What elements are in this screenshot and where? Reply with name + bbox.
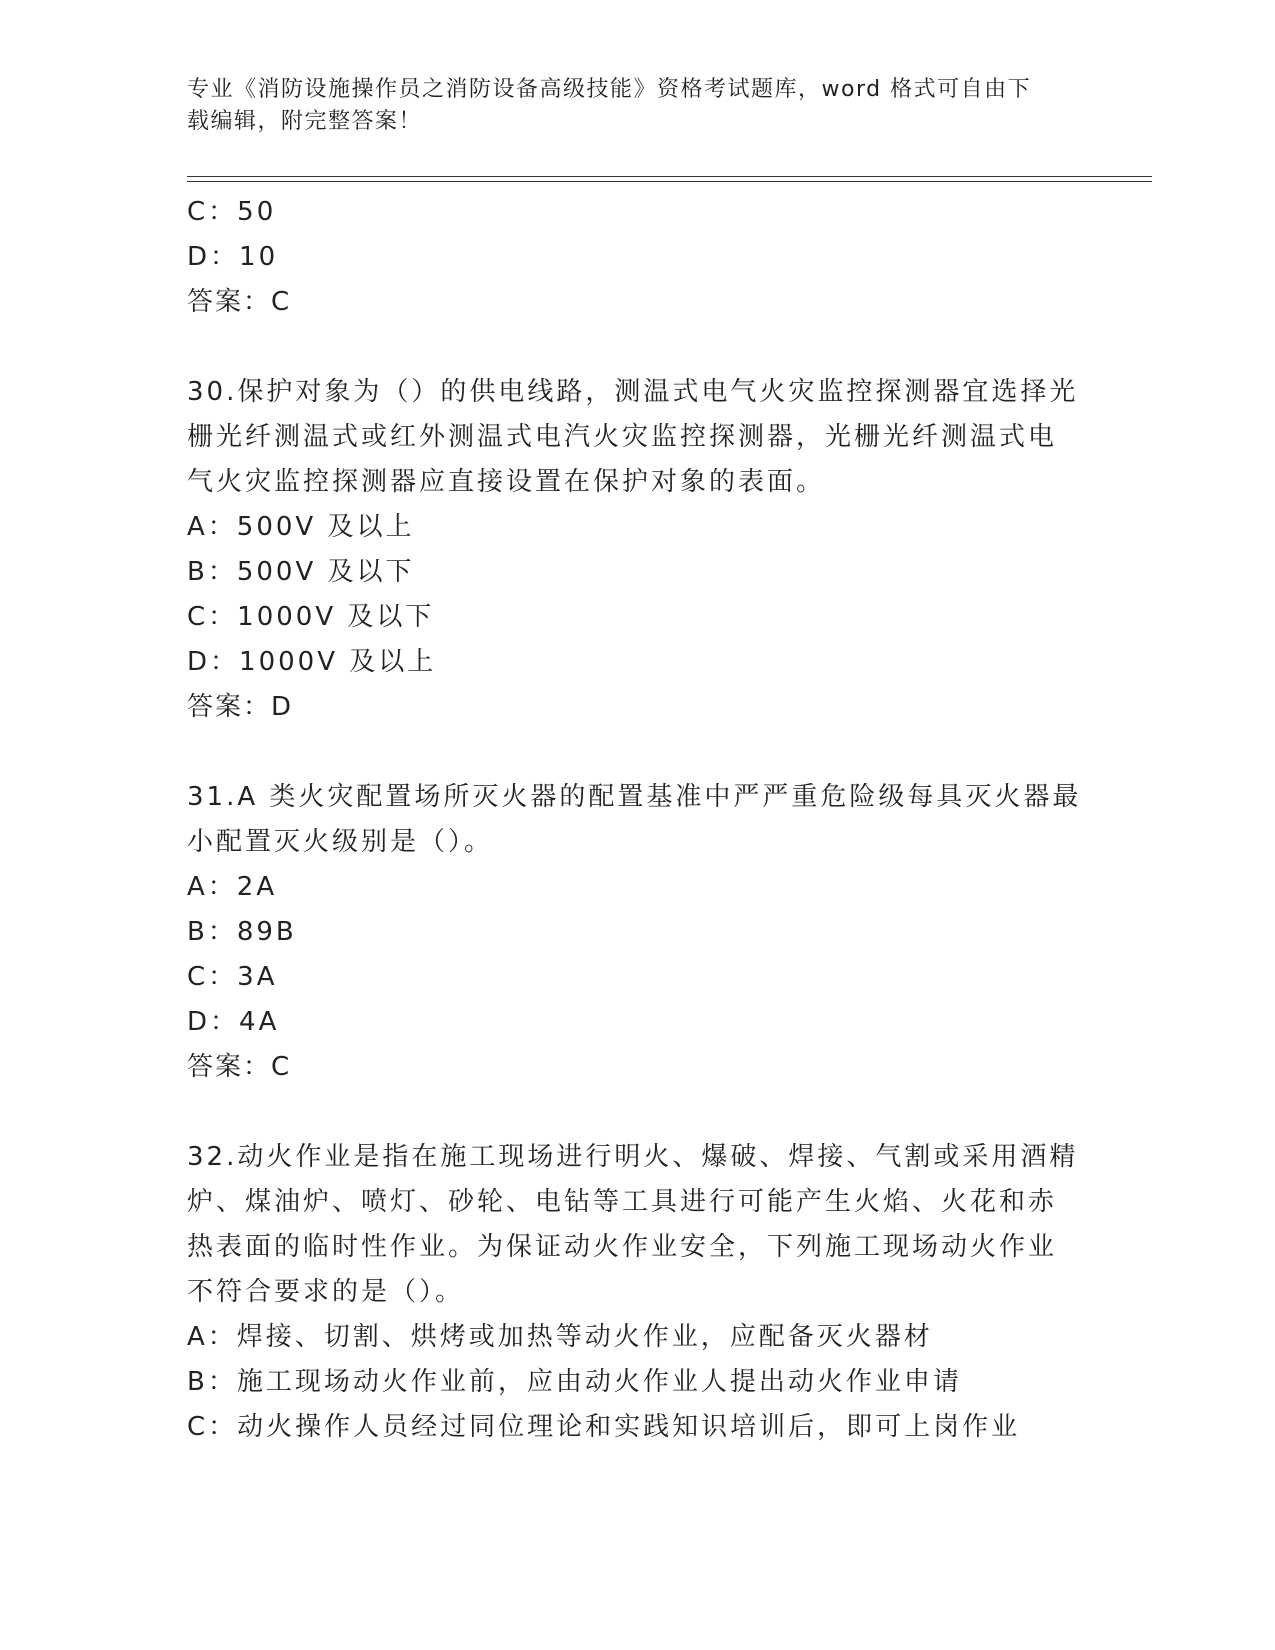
option-line: A：500V 及以上 xyxy=(187,512,415,542)
question-text: 炉、煤油炉、喷灯、砂轮、电钻等工具进行可能产生火焰、火花和赤 xyxy=(187,1187,1058,1217)
question-32 xyxy=(187,1135,1087,1450)
answer-line: 答案：C xyxy=(187,1052,292,1082)
answer-line: 答案：C xyxy=(187,287,292,317)
question-text: 小配置灭火级别是（）。 xyxy=(187,827,494,857)
option-line: D：1000V 及以上 xyxy=(187,647,437,677)
option-line: D：10 xyxy=(187,242,279,272)
question-text: 32.动火作业是指在施工现场进行明火、爆破、焊接、气割或采用酒精 xyxy=(187,1142,1079,1172)
option-line: C：动火操作人员经过同位理论和实践知识培训后，即可上岗作业 xyxy=(187,1412,1021,1442)
option-line: A：焊接、切割、烘烤或加热等动火作业，应配备灭火器材 xyxy=(187,1322,933,1352)
question-text: 栅光纤测温式或红外测温式电汽火灾监控探测器，光栅光纤测温式电 xyxy=(187,422,1058,452)
document-body xyxy=(187,190,1087,1450)
header-divider-top xyxy=(187,176,1152,177)
question-31 xyxy=(187,775,1087,1090)
option-line: D：4A xyxy=(187,1007,280,1037)
question-text: 31.A 类火灾配置场所灭火器的配置基准中严严重危险级每具灭火器最 xyxy=(187,782,1082,812)
option-line: C：3A xyxy=(187,962,278,992)
option-line: B：89B xyxy=(187,917,297,947)
question-text: 不符合要求的是（）。 xyxy=(187,1277,465,1307)
option-line: B：500V 及以下 xyxy=(187,557,415,587)
option-line: B：施工现场动火作业前，应由动火作业人提出动火作业申请 xyxy=(187,1367,962,1397)
question-text: 30.保护对象为（）的供电线路，测温式电气火灾监控探测器宜选择光 xyxy=(187,377,1079,407)
spacer xyxy=(187,730,1087,775)
question-text: 气火灾监控探测器应直接设置在保护对象的表面。 xyxy=(187,467,826,497)
header-divider-bottom xyxy=(187,181,1152,182)
header-line-1: 专业《消防设施操作员之消防设备高级技能》资格考试题库，word 格式可自由下 xyxy=(187,77,1032,102)
question-30 xyxy=(187,370,1087,730)
option-line: C：1000V 及以下 xyxy=(187,602,435,632)
option-line: A：2A xyxy=(187,872,278,902)
spacer xyxy=(187,325,1087,370)
spacer xyxy=(187,1090,1087,1135)
header-line-2: 载编辑，附完整答案！ xyxy=(187,109,423,134)
question-text: 热表面的临时性作业。为保证动火作业安全，下列施工现场动火作业 xyxy=(187,1232,1058,1262)
answer-line: 答案：D xyxy=(187,692,294,722)
document-header xyxy=(187,74,1087,138)
option-line: C：50 xyxy=(187,197,277,227)
